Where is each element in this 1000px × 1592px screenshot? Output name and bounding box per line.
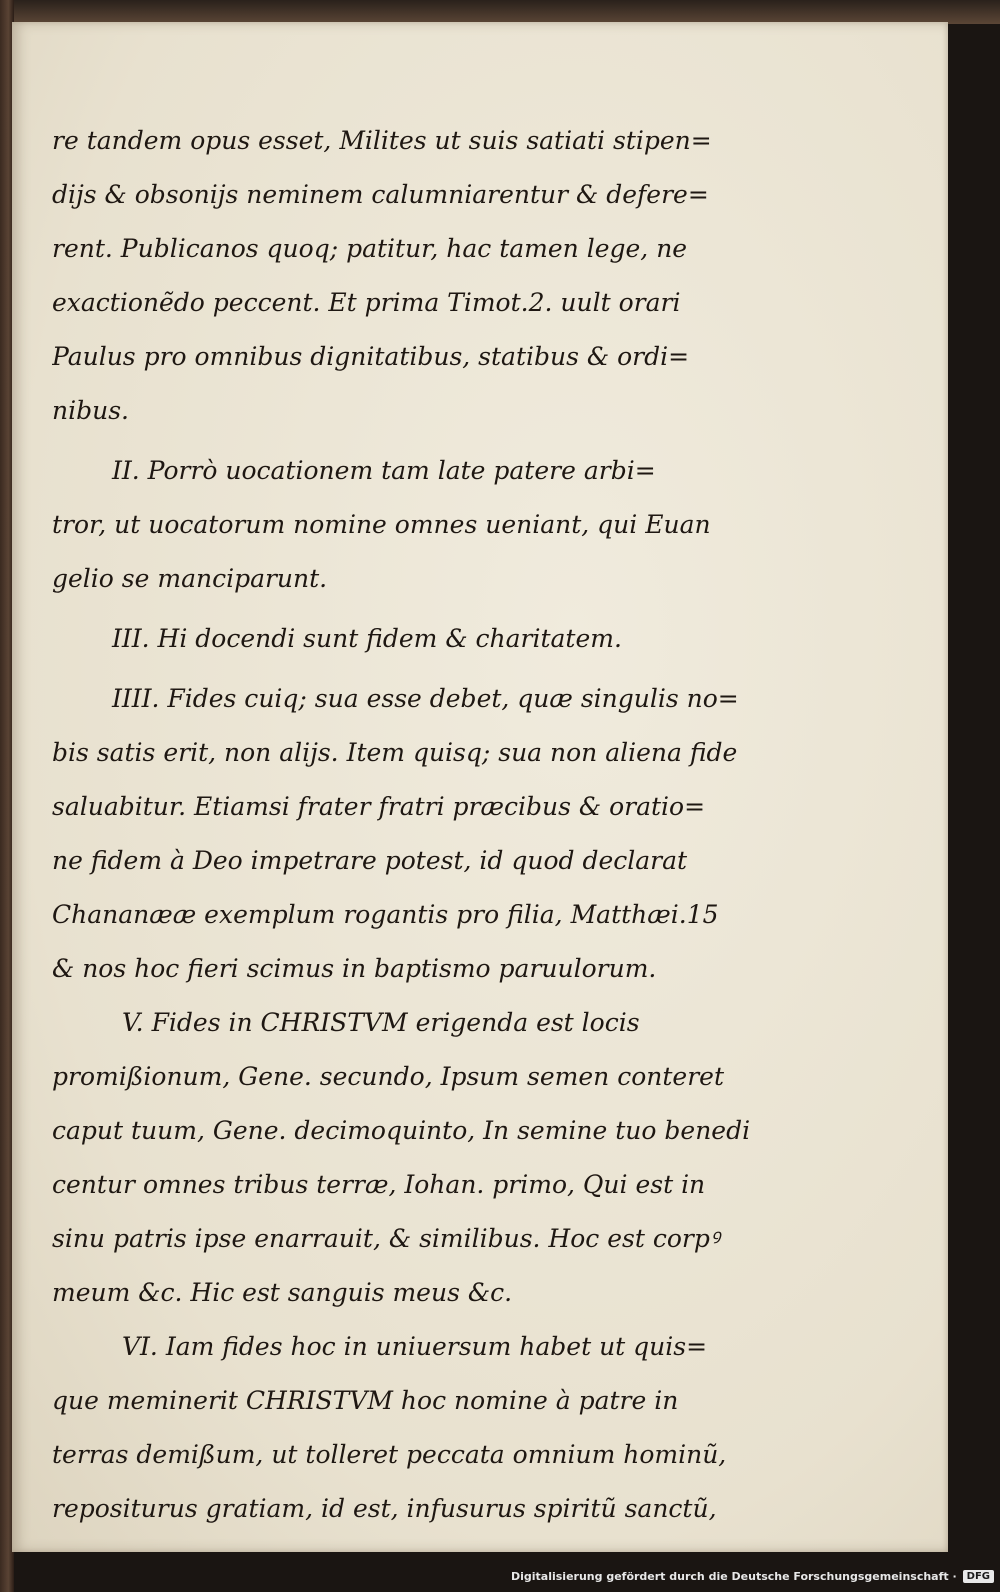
text-line-6: nibus. bbox=[52, 396, 129, 425]
text-line-1: re tandem opus esset, Milites ut suis satiati stipen= bbox=[52, 126, 712, 155]
text-line-3: rent. Publicanos quoq; patitur, hac tamen lege, ne bbox=[52, 234, 688, 263]
book-page bbox=[12, 22, 948, 1552]
text-line-24: que meminerit CHRISTVM hoc nomine à patre in bbox=[52, 1386, 679, 1415]
digitization-footer bbox=[511, 1566, 994, 1586]
text-line-20: centur omnes tribus terræ, Iohan. primo, Qui est in bbox=[52, 1170, 706, 1199]
text-line-10: III. Hi docendi sunt fidem & charitatem. bbox=[112, 624, 622, 653]
text-line-26: repositurus gratiam, id est, infusurus spiritũ sanctũ, bbox=[52, 1494, 717, 1523]
text-line-23: VI. Iam fides hoc in uniuersum habet ut quis= bbox=[122, 1332, 708, 1361]
text-line-9: gelio se manciparunt. bbox=[52, 564, 328, 593]
page-text bbox=[52, 114, 752, 1536]
text-line-2: dijs & obsonijs neminem calumniarentur & defere= bbox=[52, 180, 709, 209]
book-top-edge bbox=[0, 0, 1000, 24]
text-line-4: exactionẽdo peccent. Et prima Timot.2. uult orari bbox=[52, 288, 681, 317]
text-line-11: IIII. Fides cuiq; sua esse debet, quæ singulis no= bbox=[112, 684, 739, 713]
text-line-8: tror, ut uocatorum nomine omnes ueniant, qui Euan bbox=[52, 510, 711, 539]
funding-credit: Digitalisierung gefördert durch die Deutsche Forschungsgemeinschaft · bbox=[510, 1569, 957, 1583]
text-line-18: promißionum, Gene. secundo, Ipsum semen conteret bbox=[52, 1062, 725, 1091]
text-line-17: V. Fides in CHRISTVM erigenda est locis bbox=[122, 1008, 640, 1037]
text-line-25: terras demißum, ut tolleret peccata omnium hominũ, bbox=[52, 1440, 727, 1469]
text-line-19: caput tuum, Gene. decimoquinto, In semine tuo benedi bbox=[52, 1116, 751, 1145]
text-line-16: & nos hoc fieri scimus in baptismo paruulorum. bbox=[52, 954, 657, 983]
text-line-21: sinu patris ipse enarrauit, & similibus. Hoc est corpꝰ bbox=[52, 1224, 720, 1253]
text-line-22: meum &c. Hic est sanguis meus &c. bbox=[52, 1278, 513, 1307]
text-line-15: Chananææ exemplum rogantis pro filia, Matthæi.15 bbox=[52, 900, 719, 929]
dfg-logo-icon: DFG bbox=[963, 1570, 994, 1583]
text-line-14: ne fidem à Deo impetrare potest, id quod declarat bbox=[52, 846, 688, 875]
text-line-7: II. Porrò uocationem tam late patere arbi= bbox=[112, 456, 656, 485]
text-line-12: bis satis erit, non alijs. Item quisq; sua non aliena fide bbox=[52, 738, 738, 767]
text-line-13: saluabitur. Etiamsi frater fratri præcibus & oratio= bbox=[52, 792, 706, 821]
text-line-5: Paulus pro omnibus dignitatibus, statibus & ordi= bbox=[52, 342, 690, 371]
